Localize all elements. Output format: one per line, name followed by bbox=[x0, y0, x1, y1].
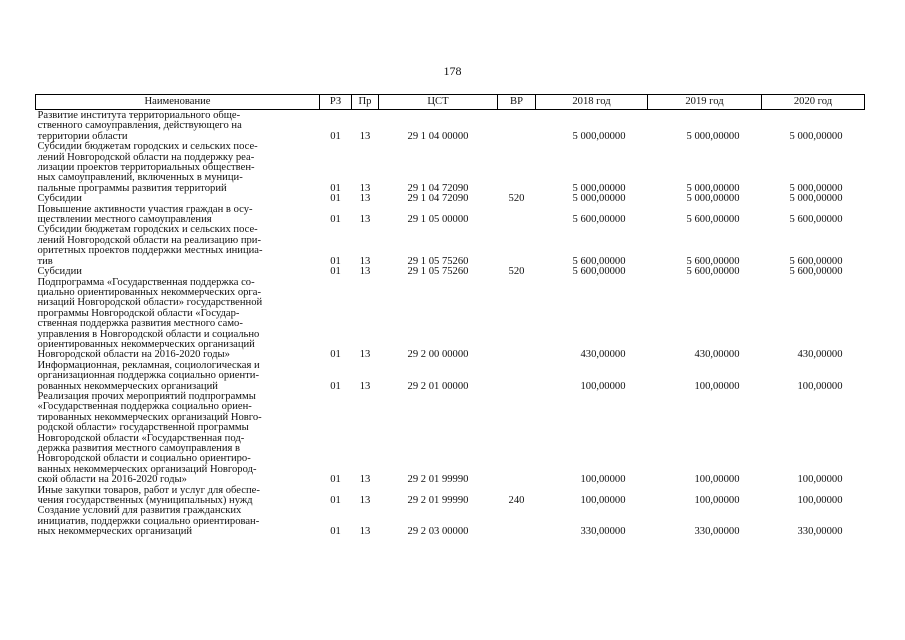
table-row bbox=[36, 392, 865, 486]
row-cst-cell: 29 1 05 75260 bbox=[407, 266, 469, 278]
row-2019-cell: 100,00000 bbox=[694, 380, 740, 392]
row-pr-cell: 13 bbox=[359, 266, 371, 278]
row-pr-cell: 13 bbox=[359, 214, 371, 226]
row-vr-cell bbox=[498, 392, 536, 486]
table-row bbox=[36, 110, 865, 143]
row-name-cell: Реализация прочих мероприятий подпрограммы «Государственная поддержка социально ориен- тированных некоммерческих организаций Новго- родской области» государственной программы Новгородской области «Государственная под- держка развития местного самоуправления в Новгородской области и социально ориентиро- ванных некоммерческих организаций Новгород- ской области на 2016-2020 годы» bbox=[37, 390, 262, 486]
row-cst-cell: 29 2 03 00000 bbox=[407, 526, 469, 538]
row-2018-cell: 5 600,00000 bbox=[572, 266, 626, 278]
row-2019-cell: 330,00000 bbox=[694, 526, 740, 538]
row-pr-cell: 13 bbox=[359, 130, 371, 142]
row-name-cell: Информационная, рекламная, социологическая и организационная поддержка социально ориенти- рованных некоммерческих организаций bbox=[37, 359, 260, 392]
row-pr-cell: 13 bbox=[359, 349, 371, 361]
table-row bbox=[36, 506, 865, 537]
row-2018-cell: 5 000,00000 bbox=[572, 193, 626, 205]
table-row bbox=[36, 361, 865, 392]
row-2020-cell: 5 000,00000 bbox=[789, 130, 843, 142]
row-rz-cell: 01 bbox=[330, 380, 341, 392]
row-vr-cell bbox=[498, 110, 536, 143]
row-name-cell: Субсидии bbox=[37, 193, 82, 205]
column-header-vr: ВР bbox=[498, 95, 536, 110]
row-2020-cell: 5 000,00000 bbox=[789, 193, 843, 205]
row-rz-cell: 01 bbox=[330, 182, 341, 194]
table-row bbox=[36, 267, 865, 277]
row-2018-cell: 5 600,00000 bbox=[572, 255, 626, 267]
row-rz-cell: 01 bbox=[330, 266, 341, 278]
row-rz-cell: 01 bbox=[330, 214, 341, 226]
column-header-name: Наименование bbox=[36, 95, 320, 110]
row-2018-cell: 5 000,00000 bbox=[572, 182, 626, 194]
row-pr-cell: 13 bbox=[359, 182, 371, 194]
table-row bbox=[36, 278, 865, 361]
row-cst-cell: 29 1 05 00000 bbox=[407, 214, 469, 226]
row-pr-cell: 13 bbox=[359, 495, 371, 507]
row-2020-cell: 5 600,00000 bbox=[789, 255, 843, 267]
row-cst-cell: 29 2 00 00000 bbox=[407, 349, 469, 361]
row-name-cell: Повышение активности участия граждан в осу- ществлении местного самоуправления bbox=[37, 203, 253, 226]
table-body bbox=[36, 110, 865, 538]
row-name-cell: Создание условий для развития гражданских инициатив, поддержки социально ориентирован- ных некоммерческих организаций bbox=[37, 505, 260, 538]
row-cst-cell: 29 1 05 75260 bbox=[407, 255, 469, 267]
row-2018-cell: 330,00000 bbox=[580, 526, 626, 538]
row-rz-cell: 01 bbox=[330, 474, 341, 486]
row-vr-cell bbox=[498, 205, 536, 226]
row-name-cell: Субсидии bbox=[37, 266, 82, 278]
row-2020-cell: 330,00000 bbox=[797, 526, 843, 538]
row-2020-cell: 100,00000 bbox=[797, 495, 843, 507]
row-2018-cell: 100,00000 bbox=[580, 380, 626, 392]
row-vr-cell bbox=[498, 225, 536, 267]
row-cst-cell: 29 1 04 72090 bbox=[407, 182, 469, 194]
row-vr-cell: 520 bbox=[508, 193, 525, 205]
table-header bbox=[36, 95, 865, 110]
row-pr-cell: 13 bbox=[359, 474, 371, 486]
row-cst-cell: 29 1 04 72090 bbox=[407, 193, 469, 205]
row-2019-cell: 5 600,00000 bbox=[686, 255, 740, 267]
table-row bbox=[36, 225, 865, 267]
row-rz-cell: 01 bbox=[330, 255, 341, 267]
row-cst-cell: 29 2 01 99990 bbox=[407, 474, 469, 486]
row-2020-cell: 100,00000 bbox=[797, 474, 843, 486]
row-vr-cell bbox=[498, 361, 536, 392]
row-vr-cell bbox=[498, 506, 536, 537]
row-pr-cell: 13 bbox=[359, 526, 371, 538]
page-number: 178 bbox=[443, 64, 462, 78]
row-name-cell: Субсидии бюджетам городских и сельских посе- лений Новгородской области на поддержку реа- лизации проектов территориальных обществен- ных самоуправлений, включенных в муници- пальные программы развития территорий bbox=[37, 141, 258, 194]
row-rz-cell: 01 bbox=[330, 349, 341, 361]
row-2019-cell: 5 600,00000 bbox=[686, 266, 740, 278]
column-header-2019: 2019 год bbox=[648, 95, 762, 110]
table-row bbox=[36, 142, 865, 194]
row-rz-cell: 01 bbox=[330, 193, 341, 205]
row-2019-cell: 5 000,00000 bbox=[686, 182, 740, 194]
row-name-cell: Подпрограмма «Государственная поддержка со- циально ориентированных некоммерческих орга- низаций Новгородской области» государственной программы Новгородской области «Государ- ственная поддержка развития местного само- управления в Новгородской области и социально ориентированных некоммерческих организаций Новгородской области на 2016-2020 годы» bbox=[37, 276, 263, 361]
row-vr-cell bbox=[498, 142, 536, 194]
row-2019-cell: 5 000,00000 bbox=[686, 193, 740, 205]
row-name-cell: Иные закупки товаров, работ и услуг для обеспе- чения государственных (муниципальных) нужд bbox=[37, 484, 260, 507]
row-name-cell: Развитие института территориального обще- ственного самоуправления, действующего на территории области bbox=[37, 110, 242, 142]
row-2019-cell: 430,00000 bbox=[694, 349, 740, 361]
row-2019-cell: 100,00000 bbox=[694, 474, 740, 486]
row-2018-cell: 100,00000 bbox=[580, 474, 626, 486]
header-row bbox=[36, 95, 865, 110]
row-2019-cell: 5 600,00000 bbox=[686, 214, 740, 226]
row-rz-cell: 01 bbox=[330, 526, 341, 538]
row-2020-cell: 5 600,00000 bbox=[789, 266, 843, 278]
row-name-cell: Субсидии бюджетам городских и сельских посе- лений Новгородской области на реализацию при- оритетных проектов поддержки местных инициа- тив bbox=[37, 224, 263, 267]
row-2018-cell: 430,00000 bbox=[580, 349, 626, 361]
row-2020-cell: 5 600,00000 bbox=[789, 214, 843, 226]
row-2018-cell: 5 600,00000 bbox=[572, 214, 626, 226]
row-2018-cell: 100,00000 bbox=[580, 495, 626, 507]
row-cst-cell: 29 2 01 00000 bbox=[407, 380, 469, 392]
column-header-cst: ЦСТ bbox=[379, 95, 498, 110]
column-header-rz: РЗ bbox=[320, 95, 352, 110]
column-header-pr: Пр bbox=[352, 95, 379, 110]
table-row bbox=[36, 205, 865, 226]
row-vr-cell: 240 bbox=[508, 495, 525, 507]
row-vr-cell: 520 bbox=[508, 266, 525, 278]
row-2019-cell: 5 000,00000 bbox=[686, 130, 740, 142]
row-pr-cell: 13 bbox=[359, 380, 371, 392]
row-2019-cell: 100,00000 bbox=[694, 495, 740, 507]
row-2020-cell: 5 000,00000 bbox=[789, 182, 843, 194]
row-2020-cell: 430,00000 bbox=[797, 349, 843, 361]
row-rz-cell: 01 bbox=[330, 130, 341, 142]
budget-table bbox=[35, 94, 865, 538]
column-header-2018: 2018 год bbox=[536, 95, 648, 110]
table-row bbox=[36, 486, 865, 507]
row-cst-cell: 29 2 01 99990 bbox=[407, 495, 469, 507]
row-pr-cell: 13 bbox=[359, 255, 371, 267]
row-rz-cell: 01 bbox=[330, 495, 341, 507]
row-vr-cell bbox=[498, 278, 536, 361]
row-pr-cell: 13 bbox=[359, 193, 371, 205]
column-header-2020: 2020 год bbox=[762, 95, 865, 110]
row-cst-cell: 29 1 04 00000 bbox=[407, 130, 469, 142]
row-2020-cell: 100,00000 bbox=[797, 380, 843, 392]
row-2018-cell: 5 000,00000 bbox=[572, 130, 626, 142]
